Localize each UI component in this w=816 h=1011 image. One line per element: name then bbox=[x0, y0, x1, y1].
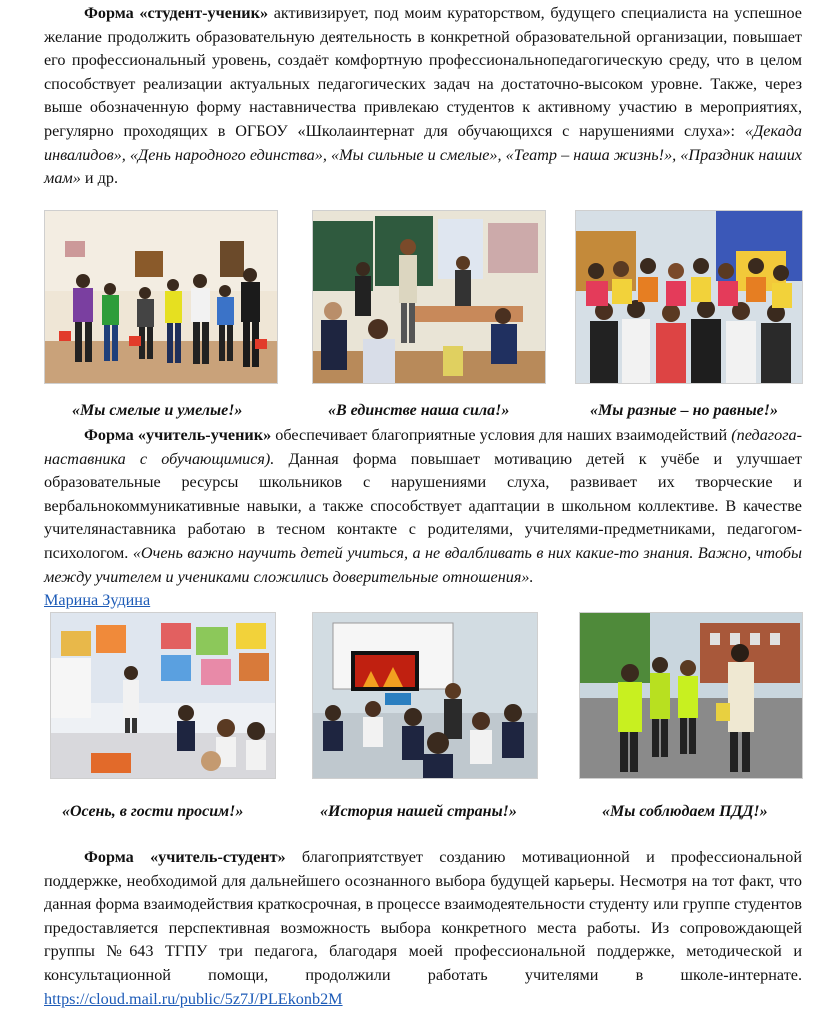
author-link[interactable]: Марина Зудина bbox=[44, 591, 151, 610]
photo-autumn-welcome bbox=[50, 612, 276, 779]
photo-brave-and-skillful bbox=[44, 210, 278, 384]
caption-history-of-our-country: «История нашей страны!» bbox=[320, 803, 517, 820]
paragraph-teacher-pupil bbox=[44, 424, 802, 613]
paragraph-heading: Форма «учитель-студент» bbox=[84, 848, 286, 866]
photo-unity-strength bbox=[312, 210, 546, 384]
photo-different-but-equal bbox=[575, 210, 803, 384]
paragraph-text: благоприятствует созданию мотивационной и профессиональной поддержке, необходимой для дальнейшего осознанного выбора будущей карьеры. Несмотря на тот факт, что данная форма взаимодействия краткосрочная, в процессе взаимодеятельности студенту или группе студентов предоставляется перспективная возможность выбора конкретного места работы. Из сопровождающей группы №643 ТГПУ три педагога, благодаря моей профессиональной поддержке, методической и консультационной помощи, продолжили работать учителями в школе-интернате. bbox=[44, 848, 802, 984]
paragraph-text-body: Данная форма повышает мотивацию детей к учёбе и улучшает образовательные ресурсы школьников с нарушениями слуха, развивает их творческие и вербальнокоммуникативные навыки, а также способствует адаптации в школьном коллективе. В качестве учителянаставника работаю в тесном контакте с родителями, учителями-предметниками, педагогом-психологом. bbox=[44, 449, 802, 562]
paragraph-text-end: и др. bbox=[80, 169, 118, 188]
paragraph-teacher-student bbox=[44, 846, 802, 1011]
caption-different-but-equal: «Мы разные – но равные!» bbox=[590, 402, 778, 419]
cloud-link[interactable]: https://cloud.mail.ru/public/5z7J/PLEkonb2M bbox=[44, 989, 343, 1008]
photo-traffic-rules bbox=[579, 612, 803, 779]
caption-unity-strength: «В единстве наша сила!» bbox=[328, 402, 510, 419]
photo-history-of-our-country bbox=[312, 612, 538, 779]
paragraph-student-pupil bbox=[44, 2, 802, 191]
paragraph-heading: Форма «студент-ученик» bbox=[84, 4, 269, 22]
caption-traffic-rules: «Мы соблюдаем ПДД!» bbox=[602, 803, 768, 820]
event-list: «Декада инвалидов», «День народного единства», «Мы сильные и смелые», «Театр – наша жизнь!», «Праздник наших мам» bbox=[44, 121, 802, 188]
paragraph-heading: Форма «учитель-ученик» bbox=[84, 426, 272, 444]
quote: «Очень важно научить детей учиться, а не вдалбливать в них какие-то знания. Важно, чтобы между учителем и учениками сложились доверительные отношения». bbox=[44, 543, 802, 586]
caption-autumn-welcome: «Осень, в гости просим!» bbox=[62, 803, 244, 820]
paragraph-text: активизирует, под моим кураторством, будущего специалиста на успешное желание продолжить образовательную деятельность в конкретной образовательной организации, повышает его профессиональный уровень, создаёт комфортную профессиональнопедагогическую среду, что в целом способствует реализации актуальных педагогических задач на достаточно-высоком уровне. Также, через выше обозначенную форму наставничества привлекаю студентов к активному участию в мероприятиях, регулярно проходящих в ОГБОУ «Школаинтернат для обучающихся с нарушениями слуха»: bbox=[44, 4, 802, 140]
paragraph-italic-note: (педагога-наставника с обучающимися). bbox=[44, 426, 802, 468]
paragraph-text: обеспечивает благоприятные условия для наших взаимодействий bbox=[271, 426, 732, 444]
caption-brave-and-skillful: «Мы смелые и умелые!» bbox=[72, 402, 243, 419]
